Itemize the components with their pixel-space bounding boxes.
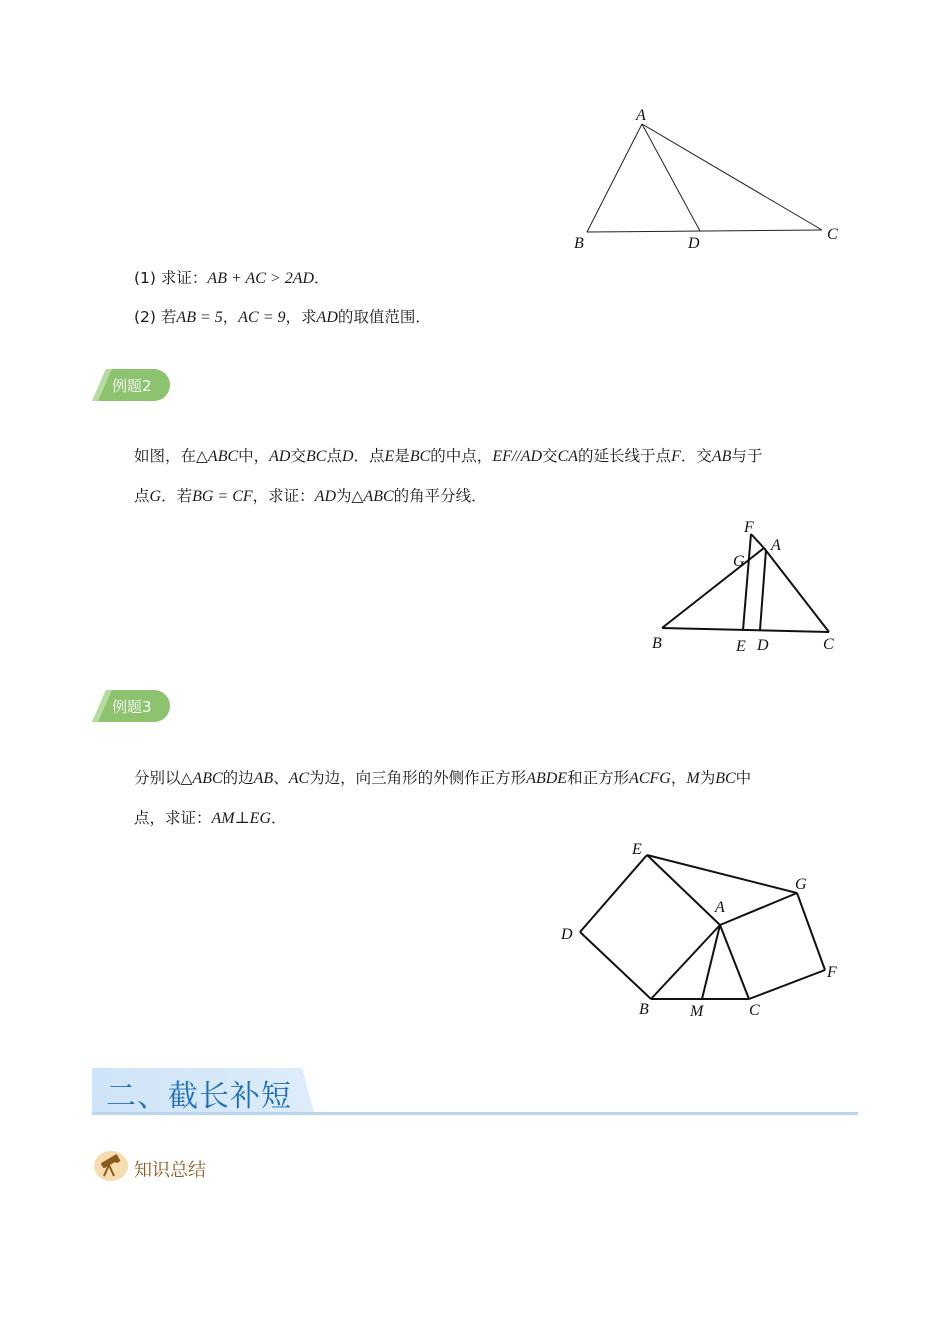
math-term: AC (288, 770, 310, 787)
text-run: 为 (699, 769, 716, 787)
formula: AB + AC > 2AD (207, 270, 315, 287)
example-2-tag (92, 369, 170, 401)
math-term: ACFG (629, 770, 671, 787)
text-run: 分别以△ (134, 769, 193, 787)
part-suffix: 的取值范围． (337, 308, 431, 326)
example-3-line-2 (134, 806, 287, 828)
tag-label: 例题3 (112, 698, 152, 716)
math-term: BC (715, 770, 736, 787)
label-f: F (744, 519, 754, 536)
telescope-icon (92, 1150, 128, 1182)
text-run: ．点 (353, 447, 385, 465)
text-run: ，求证： (252, 487, 315, 505)
math-term: ABDE (526, 770, 568, 787)
math-term: ABC (207, 448, 239, 465)
math-term: AB (253, 770, 274, 787)
text-run: ． (271, 809, 287, 827)
label-b: B (574, 235, 584, 252)
question-part-1 (134, 266, 330, 288)
text-run: 与于 (731, 447, 763, 465)
formula: AB = 5 (176, 309, 223, 326)
formula: AD (316, 309, 338, 326)
label-d: D (561, 926, 573, 943)
text-run: 中 (735, 769, 752, 787)
part-text: ，求 (285, 308, 317, 326)
example-2-line-2 (134, 484, 487, 506)
tag-label: 例题2 (112, 377, 152, 395)
text-run: 和正方形 (567, 769, 630, 787)
text-run: 点 (134, 487, 150, 505)
text-run: 的中点， (430, 447, 493, 465)
text-run: 为边，向三角形的外侧作正方形 (309, 769, 527, 787)
text-run: 的角平分线． (393, 487, 487, 505)
text-run: 点，求证： (134, 809, 212, 827)
label-g: G (795, 876, 807, 893)
label-a: A (715, 899, 725, 916)
label-b: B (652, 635, 662, 652)
label-c: C (823, 636, 834, 653)
label-f: F (827, 964, 837, 981)
math-term: AD (269, 448, 291, 465)
math-term: F (671, 448, 681, 465)
figure-two-squares (555, 835, 855, 1025)
text-run: ， (670, 769, 687, 787)
section-heading (92, 1068, 858, 1116)
math-term: E (384, 448, 395, 465)
example-3-tag (92, 690, 170, 722)
math-term: D (341, 448, 354, 465)
label-e: E (736, 638, 746, 655)
math-term: M (686, 770, 700, 787)
label-a: A (636, 107, 646, 124)
math-term: EF//AD (492, 448, 543, 465)
math-term: G (149, 488, 162, 505)
text-run: 如图，在△ (134, 447, 208, 465)
math-term: CA (557, 448, 579, 465)
label-e: E (632, 841, 642, 858)
label-a: A (771, 537, 781, 554)
text-run: ．若 (161, 487, 193, 505)
text-run: 中， (238, 447, 270, 465)
math-term: ABC (192, 770, 223, 787)
math-term: AM⊥EG (211, 810, 271, 827)
part-number: (1) (134, 269, 156, 287)
figure-triangle-efad (640, 512, 850, 662)
part-prefix: 求证： (160, 269, 208, 287)
text-run: 点 (326, 447, 342, 465)
math-term: ABC (363, 488, 394, 505)
text-run: 、 (273, 769, 289, 787)
math-term: AB (711, 448, 732, 465)
example-3-line-1 (134, 766, 751, 788)
math-term: AD (314, 488, 337, 505)
formula: AC = 9 (238, 309, 286, 326)
label-d: D (688, 235, 700, 252)
knowledge-label: 知识总结 (134, 1160, 206, 1181)
example-2-line-1 (134, 444, 762, 466)
label-g: G (733, 553, 745, 570)
text-run: ．交 (680, 447, 712, 465)
text-run: 交 (542, 447, 558, 465)
label-d: D (757, 637, 769, 654)
label-c: C (827, 226, 838, 243)
section-title: 二、截长补短 (106, 1079, 292, 1114)
figure-triangle-abc-median (560, 100, 860, 260)
part-number: (2) (134, 308, 156, 326)
text-run: 的边 (222, 769, 254, 787)
label-m: M (690, 1003, 704, 1020)
math-term: BC (409, 448, 431, 465)
label-c: C (749, 1002, 760, 1019)
separator: ， (222, 308, 239, 326)
part-suffix: ． (314, 269, 330, 287)
text-run: 的延长线于点 (578, 447, 672, 465)
question-part-2 (134, 305, 431, 327)
text-run: 是 (394, 447, 410, 465)
math-term: BG = CF (192, 488, 253, 505)
label-b: B (639, 1001, 649, 1018)
text-run: 交 (290, 447, 306, 465)
math-term: BC (306, 448, 327, 465)
text-run: 为△ (336, 487, 364, 505)
part-prefix: 若 (160, 308, 177, 326)
